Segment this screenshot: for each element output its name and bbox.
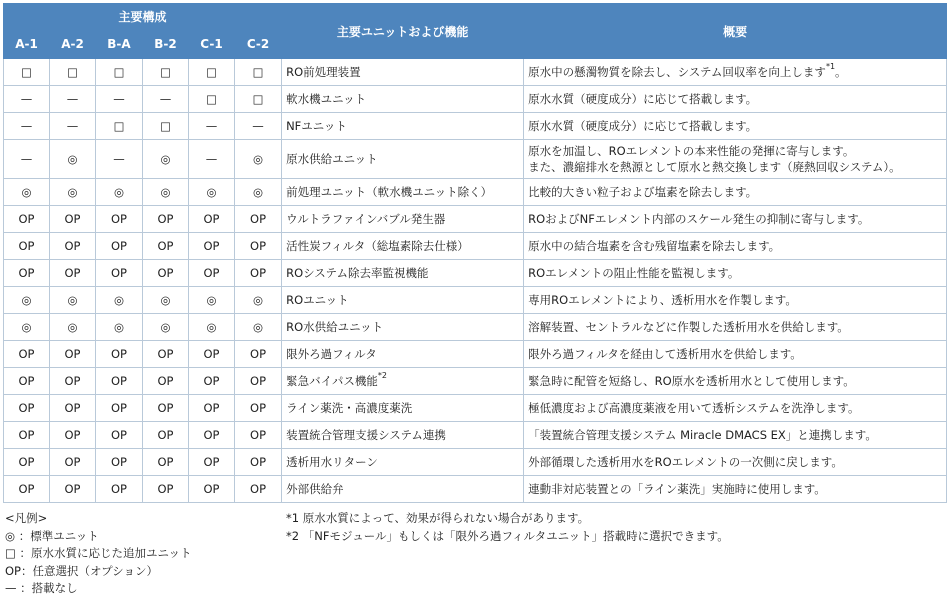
config-mark-cell: OP (50, 260, 96, 287)
overview-cell (524, 113, 947, 140)
unit-name-cell (282, 113, 524, 140)
config-mark-cell: ◎ (4, 179, 50, 206)
config-mark-cell: — (143, 86, 189, 113)
config-mark-cell: — (189, 113, 235, 140)
config-mark-cell: OP (235, 368, 282, 395)
unit-name: 外部供給弁 (286, 482, 344, 496)
unit-name-cell (282, 140, 524, 179)
config-mark-cell: OP (143, 449, 189, 476)
config-mark-cell: OP (96, 206, 143, 233)
config-mark-cell: OP (235, 395, 282, 422)
overview-text: 限外ろ過フィルタを経由して透析用水を供給します。 (528, 347, 802, 361)
unit-name-cell (282, 476, 524, 503)
unit-name-cell (282, 179, 524, 206)
config-mark-cell: OP (189, 449, 235, 476)
config-mark-cell: OP (235, 206, 282, 233)
legend-item: OP：任意選択（オプション） (5, 563, 158, 578)
config-mark-cell: ◎ (235, 179, 282, 206)
config-mark-cell: OP (50, 476, 96, 503)
config-mark-cell: OP (143, 368, 189, 395)
config-mark-cell: ◎ (189, 179, 235, 206)
config-mark-cell: OP (189, 368, 235, 395)
config-mark-cell: OP (189, 422, 235, 449)
config-mark-cell: OP (235, 341, 282, 368)
unit-name-cell (282, 368, 524, 395)
unit-name: 活性炭フィルタ（総塩素除去仕様） (286, 239, 469, 253)
config-mark-cell: OP (4, 368, 50, 395)
table-row (4, 179, 947, 206)
config-mark-cell: — (50, 113, 96, 140)
config-mark-cell: OP (50, 341, 96, 368)
footnote: *1 原水水質によって、効果が得られない場合があります。 (286, 511, 590, 525)
table-row (4, 59, 947, 86)
overview-cell (524, 233, 947, 260)
unit-name-cell (282, 449, 524, 476)
config-mark-cell: — (4, 86, 50, 113)
unit-name: ROユニット (286, 293, 349, 307)
overview-cell (524, 260, 947, 287)
config-mark-cell: OP (235, 260, 282, 287)
unit-name: RO前処理装置 (286, 65, 361, 79)
overview-text: 緊急時に配管を短絡し、RO原水を透析用水として使用します。 (528, 374, 855, 388)
config-header: A-2 (50, 30, 96, 59)
overview-text-tail: 。 (835, 65, 847, 79)
unit-name-cell (282, 422, 524, 449)
config-mark-cell: □ (4, 59, 50, 86)
overview-text: 比較的大きい粒子および塩素を除去します。 (528, 185, 758, 199)
config-mark-cell: — (235, 113, 282, 140)
config-mark-cell: OP (143, 260, 189, 287)
config-mark-cell: OP (189, 395, 235, 422)
unit-name: 装置統合管理支援システム連携 (286, 428, 446, 442)
table-row (4, 206, 947, 233)
config-mark-cell: OP (143, 422, 189, 449)
config-mark-cell: OP (235, 449, 282, 476)
legend-title: <凡例> (5, 511, 48, 525)
config-header: A-1 (4, 30, 50, 59)
config-group-header: 主要構成 (4, 4, 282, 30)
config-mark-cell: ◎ (96, 179, 143, 206)
config-mark-cell: OP (235, 476, 282, 503)
overview-cell (524, 422, 947, 449)
overview-text: 専用ROエレメントにより、透析用水を作製します。 (528, 293, 797, 307)
config-mark-cell: OP (50, 395, 96, 422)
config-mark-cell: — (189, 140, 235, 179)
unit-name: 原水供給ユニット (286, 152, 378, 166)
table-row (4, 86, 947, 113)
config-mark-cell: OP (189, 341, 235, 368)
config-mark-cell: OP (96, 395, 143, 422)
config-header: B-2 (143, 30, 189, 59)
table-row (4, 422, 947, 449)
overview-text: 連動非対応装置との「ライン薬洗」実施時に使用します。 (528, 482, 826, 496)
table-row (4, 368, 947, 395)
config-mark-cell: OP (96, 341, 143, 368)
config-mark-cell: □ (235, 59, 282, 86)
config-mark-cell: OP (50, 368, 96, 395)
config-mark-cell: ◎ (143, 287, 189, 314)
config-mark-cell: ◎ (50, 314, 96, 341)
overview-cell (524, 449, 947, 476)
spec-table (3, 3, 947, 503)
footnote-ref: *1 (825, 62, 836, 71)
config-mark-cell: OP (4, 260, 50, 287)
config-mark-cell: ◎ (143, 314, 189, 341)
config-mark-cell: OP (50, 422, 96, 449)
overview-text: 原水中の結合塩素を含む残留塩素を除去します。 (528, 239, 781, 253)
config-mark-cell: OP (235, 233, 282, 260)
overview-text: 原水水質（硬度成分）に応じて搭載します。 (528, 92, 758, 106)
unit-name-cell (282, 86, 524, 113)
config-mark-cell: OP (235, 422, 282, 449)
config-mark-cell: — (96, 140, 143, 179)
config-mark-cell: OP (4, 449, 50, 476)
unit-name: NFユニット (286, 119, 347, 133)
overview-cell (524, 314, 947, 341)
config-header: C-1 (189, 30, 235, 59)
config-mark-cell: □ (143, 113, 189, 140)
unit-name: RO水供給ユニット (286, 320, 384, 334)
config-mark-cell: OP (143, 395, 189, 422)
overview-text: ROエレメントの阻止性能を監視します。 (528, 266, 740, 280)
table-row (4, 395, 947, 422)
unit-name-cell (282, 233, 524, 260)
overview-cell (524, 287, 947, 314)
config-mark-cell: OP (143, 476, 189, 503)
config-mark-cell: OP (96, 476, 143, 503)
overview-text: 原水中の懸濁物質を除去し、システム回収率を向上します (528, 65, 826, 79)
unit-column-header: 主要ユニットおよび機能 (282, 4, 524, 59)
overview-text: ROおよびNFエレメント内部のスケール発生の抑制に寄与します。 (528, 212, 870, 226)
config-mark-cell: OP (4, 341, 50, 368)
overview-cell (524, 368, 947, 395)
config-mark-cell: OP (50, 449, 96, 476)
overview-text: また、濃縮排水を熱源として原水と熱交換します（廃熱回収システム）。 (528, 160, 901, 174)
config-mark-cell: □ (143, 59, 189, 86)
unit-name-cell (282, 314, 524, 341)
config-mark-cell: ◎ (96, 287, 143, 314)
overview-cell (524, 59, 947, 86)
config-header: C-2 (235, 30, 282, 59)
config-mark-cell: OP (96, 260, 143, 287)
footnote: *2 「NFモジュール」もしくは「限外ろ過フィルタユニット」搭載時に選択できます。 (286, 528, 729, 543)
config-mark-cell: ◎ (235, 287, 282, 314)
unit-name: 緊急バイパス機能 (286, 374, 378, 388)
table-row (4, 287, 947, 314)
config-mark-cell: OP (4, 476, 50, 503)
config-mark-cell: □ (189, 86, 235, 113)
config-mark-cell: OP (96, 368, 143, 395)
table-row (4, 113, 947, 140)
unit-name: 前処理ユニット（軟水機ユニット除く） (286, 185, 493, 199)
unit-name: 透析用水リターン (286, 455, 378, 469)
config-mark-cell: — (4, 113, 50, 140)
config-mark-cell: OP (50, 233, 96, 260)
unit-name: 限外ろ過フィルタ (286, 347, 377, 361)
legend-item: — ：搭載なし (5, 581, 78, 595)
table-row (4, 341, 947, 368)
config-mark-cell: OP (189, 260, 235, 287)
config-mark-cell: OP (96, 233, 143, 260)
table-row (4, 476, 947, 503)
overview-text: 溶解装置、セントラルなどに作製した透析用水を供給します。 (528, 320, 849, 334)
overview-cell (524, 476, 947, 503)
overview-text: 原水を加温し、ROエレメントの本来性能の発揮に寄与します。 (528, 144, 855, 158)
overview-text: 原水水質（硬度成分）に応じて搭載します。 (528, 119, 758, 133)
config-mark-cell: ◎ (50, 179, 96, 206)
footnote-ref: *2 (377, 371, 387, 380)
overview-text: 極低濃度および高濃度薬液を用いて透析システムを洗浄します。 (528, 401, 860, 415)
config-mark-cell: — (50, 86, 96, 113)
overview-cell (524, 140, 947, 179)
config-mark-cell: ◎ (4, 314, 50, 341)
config-mark-cell: OP (4, 395, 50, 422)
config-header: B-A (96, 30, 143, 59)
config-mark-cell: OP (50, 206, 96, 233)
config-mark-cell: OP (189, 476, 235, 503)
overview-column-header: 概要 (524, 4, 947, 59)
footnotes (286, 510, 729, 545)
table-row (4, 260, 947, 287)
config-mark-cell: ◎ (4, 287, 50, 314)
config-mark-cell: OP (189, 206, 235, 233)
config-mark-cell: □ (96, 113, 143, 140)
config-mark-cell: — (4, 140, 50, 179)
config-mark-cell: ◎ (50, 287, 96, 314)
unit-name-cell (282, 59, 524, 86)
config-mark-cell: □ (50, 59, 96, 86)
overview-cell (524, 341, 947, 368)
config-mark-cell: OP (189, 233, 235, 260)
unit-name-cell (282, 260, 524, 287)
legend (5, 510, 192, 598)
overview-cell (524, 179, 947, 206)
unit-name: 軟水機ユニット (286, 92, 367, 106)
config-mark-cell: ◎ (143, 140, 189, 179)
unit-name-cell (282, 395, 524, 422)
config-mark-cell: — (96, 86, 143, 113)
overview-text: 「装置統合管理支援システム Miracle DMACS EX」と連携します。 (528, 428, 877, 442)
config-mark-cell: OP (4, 206, 50, 233)
config-mark-cell: OP (143, 206, 189, 233)
config-mark-cell: ◎ (96, 314, 143, 341)
config-mark-cell: OP (4, 422, 50, 449)
config-mark-cell: ◎ (235, 314, 282, 341)
config-mark-cell: ◎ (50, 140, 96, 179)
unit-name: ライン薬洗・高濃度薬洗 (286, 401, 413, 415)
overview-cell (524, 86, 947, 113)
config-mark-cell: ◎ (143, 179, 189, 206)
unit-name-cell (282, 341, 524, 368)
config-mark-cell: ◎ (189, 287, 235, 314)
table-row (4, 314, 947, 341)
unit-name-cell (282, 206, 524, 233)
unit-name-cell (282, 287, 524, 314)
overview-cell (524, 395, 947, 422)
unit-name: ROシステム除去率監視機能 (286, 266, 429, 280)
legend-item: □ ：原水水質に応じた追加ユニット (5, 546, 192, 560)
unit-name: ウルトラファインバブル発生器 (286, 212, 446, 226)
config-mark-cell: OP (143, 341, 189, 368)
table-row (4, 140, 947, 179)
config-mark-cell: □ (96, 59, 143, 86)
legend-item: ◎ ：標準ユニット (5, 528, 99, 543)
table-row (4, 233, 947, 260)
overview-cell (524, 206, 947, 233)
config-mark-cell: OP (96, 449, 143, 476)
table-row (4, 449, 947, 476)
config-mark-cell: □ (189, 59, 235, 86)
config-mark-cell: OP (143, 233, 189, 260)
config-mark-cell: ◎ (189, 314, 235, 341)
config-mark-cell: ◎ (235, 140, 282, 179)
config-mark-cell: OP (4, 233, 50, 260)
overview-text: 外部循環した透析用水をROエレメントの一次側に戻します。 (528, 455, 843, 469)
config-mark-cell: OP (96, 422, 143, 449)
config-mark-cell: □ (235, 86, 282, 113)
